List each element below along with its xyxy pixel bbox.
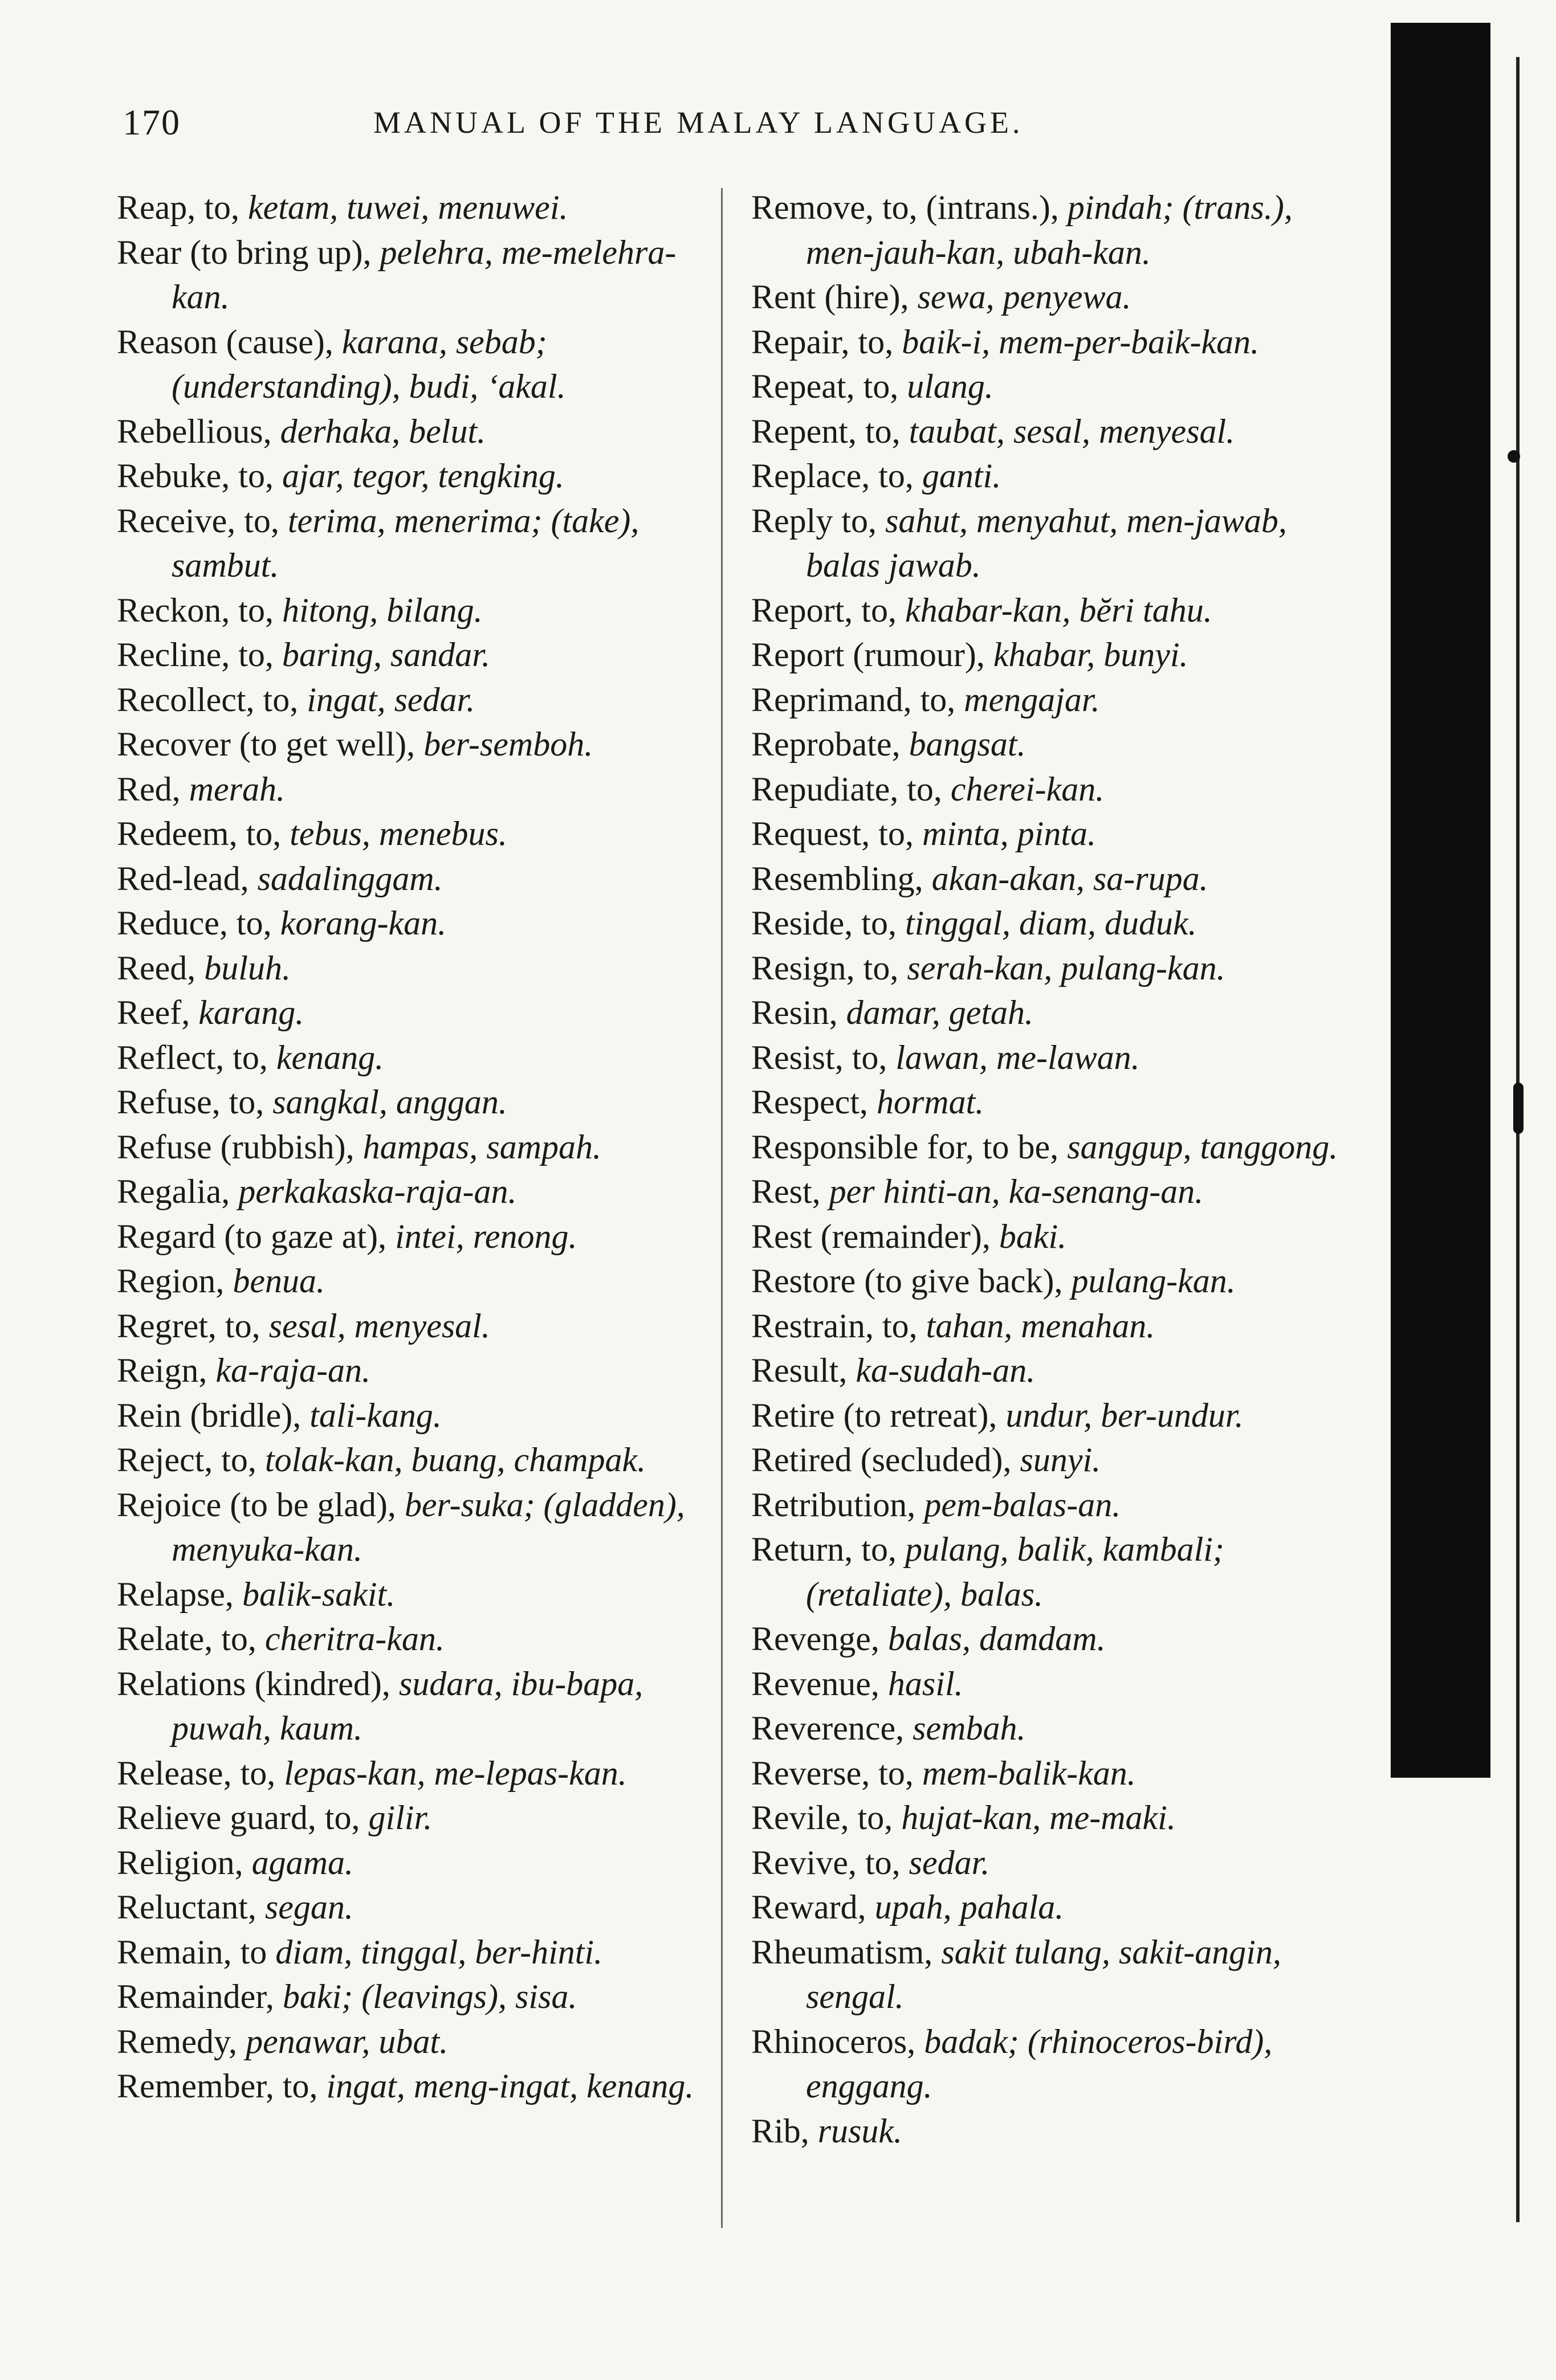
entry-translation: hitong, bilang.: [282, 591, 483, 629]
entry-headword: Reward,: [751, 1888, 866, 1926]
entry-headword: Report, to,: [751, 591, 897, 629]
entry-headword: Red-lead,: [117, 859, 249, 897]
dictionary-entry: [117, 1751, 698, 1796]
entry-headword: Remedy,: [117, 2022, 238, 2060]
dictionary-entry: [117, 1259, 698, 1304]
entry-headword: Remainder,: [117, 1978, 274, 2015]
dictionary-entry: [117, 320, 698, 409]
dictionary-entry: [751, 901, 1350, 946]
entry-translation: derhaka, belut.: [280, 412, 486, 450]
dictionary-entry: [751, 1616, 1350, 1661]
dictionary-entry: [751, 185, 1350, 275]
entry-translation: pem-balas-an.: [924, 1485, 1121, 1524]
entry-translation: sahut, menyahut, men-jawab, balas jawab.: [806, 501, 1287, 584]
dictionary-entry: [117, 677, 698, 722]
dictionary-entry: [117, 1616, 698, 1661]
entry-headword: Rheumatism,: [751, 1933, 933, 1971]
entry-translation: ka-raja-an.: [215, 1352, 370, 1389]
entry-translation: segan.: [264, 1888, 353, 1926]
scan-notch: [1513, 1083, 1524, 1134]
entry-translation: hasil.: [887, 1664, 963, 1703]
entry-headword: Retired (secluded),: [751, 1441, 1012, 1479]
entry-headword: Regalia,: [117, 1173, 230, 1210]
entry-headword: Retribution,: [751, 1485, 916, 1524]
entry-headword: Reflect, to,: [117, 1038, 268, 1076]
entry-translation: serah-kan, pulang-kan.: [907, 949, 1225, 987]
entry-headword: Rebuke, to,: [117, 457, 274, 495]
entry-translation: ka-sudah-an.: [856, 1352, 1036, 1389]
entry-translation: balik-sakit.: [242, 1575, 396, 1613]
entry-translation: merah.: [189, 770, 285, 808]
dictionary-entry: [117, 632, 698, 677]
entry-translation: tahan, menahan.: [926, 1307, 1155, 1345]
dictionary-entry: [117, 499, 698, 588]
dictionary-entry: [117, 1393, 698, 1438]
dictionary-entry: [117, 901, 698, 946]
entry-translation: sewa, penyewa.: [917, 278, 1131, 316]
dictionary-entry: [751, 1661, 1350, 1707]
entry-translation: baring, sandar.: [282, 636, 490, 673]
entry-headword: Relate, to,: [117, 1620, 256, 1658]
dictionary-entry: [751, 1035, 1350, 1080]
entry-headword: Restrain, to,: [751, 1307, 918, 1345]
entry-translation: sembah.: [913, 1709, 1026, 1747]
entry-headword: Repudiate, to,: [751, 770, 942, 808]
dictionary-entry: [117, 767, 698, 812]
entry-translation: undur, ber-undur.: [1005, 1396, 1244, 1434]
dictionary-entry: [751, 722, 1350, 767]
entry-headword: Reduce, to,: [117, 904, 272, 942]
entry-translation: pelehra, me-melehra-kan.: [172, 233, 677, 316]
entry-translation: pulang-kan.: [1071, 1262, 1236, 1300]
entry-translation: cherei-kan.: [950, 770, 1105, 808]
entry-translation: hujat-kan, me-maki.: [901, 1799, 1176, 1836]
entry-translation: ulang.: [907, 368, 993, 405]
entry-translation: badak; (rhinoceros-bird), enggang.: [806, 2022, 1273, 2105]
dictionary-entry: [751, 588, 1350, 633]
entry-translation: ber-suka; (gladden), menyuka-kan.: [172, 1485, 685, 1568]
dictionary-entry: [751, 1527, 1350, 1616]
entry-headword: Repent, to,: [751, 412, 901, 450]
entry-translation: cheritra-kan.: [264, 1620, 445, 1658]
entry-headword: Repeat, to,: [751, 368, 899, 405]
entry-headword: Revenge,: [751, 1620, 879, 1658]
entry-headword: Resign, to,: [751, 949, 899, 987]
entry-translation: tebus, menebus.: [290, 815, 507, 852]
entry-headword: Rhinoceros,: [751, 2022, 916, 2060]
dictionary-entry: [117, 1974, 698, 2019]
dictionary-entry: [751, 454, 1350, 499]
entry-translation: ingat, meng-ingat, kenang.: [326, 2067, 694, 2105]
entry-headword: Reprobate,: [751, 725, 901, 763]
entry-headword: Reprimand, to,: [751, 680, 956, 719]
dictionary-entry: [117, 2019, 698, 2064]
dictionary-entry: [117, 185, 698, 230]
entry-translation: ajar, tegor, tengking.: [282, 457, 564, 495]
entry-translation: sudara, ibu-bapa, puwah, kaum.: [172, 1664, 643, 1747]
entry-translation: sangkal, anggan.: [272, 1083, 507, 1121]
entry-translation: khabar-kan, bĕri tahu.: [905, 591, 1212, 629]
entry-translation: akan-akan, sa-rupa.: [931, 859, 1208, 897]
entry-translation: per hinti-an, ka-senang-an.: [829, 1173, 1204, 1210]
entry-translation: hormat.: [876, 1083, 984, 1121]
dictionary-entry: [117, 588, 698, 633]
entry-headword: Remember, to,: [117, 2067, 318, 2105]
dictionary-entry: [117, 811, 698, 856]
dictionary-entry: [751, 2019, 1350, 2109]
dictionary-entry: [751, 1393, 1350, 1438]
entry-headword: Refuse, to,: [117, 1083, 264, 1121]
entry-headword: Refuse (rubbish),: [117, 1128, 355, 1166]
page-header: [123, 101, 1103, 153]
dictionary-entry: [751, 1706, 1350, 1751]
entry-headword: Request, to,: [751, 815, 914, 852]
entry-translation: tolak-kan, buang, champak.: [264, 1441, 646, 1479]
dictionary-entry: [751, 1080, 1350, 1125]
entry-headword: Repair, to,: [751, 322, 894, 361]
entry-headword: Regard (to gaze at),: [117, 1217, 387, 1255]
dictionary-entry: [751, 1125, 1350, 1170]
dictionary-entry: [751, 409, 1350, 454]
entry-translation: sanggup, tanggong.: [1067, 1128, 1338, 1166]
entry-translation: perkakaska-raja-an.: [238, 1173, 517, 1210]
dictionary-entry: [117, 946, 698, 991]
dictionary-entry: [751, 811, 1350, 856]
dictionary-entry: [751, 1795, 1350, 1840]
entry-headword: Reed,: [117, 949, 196, 987]
entry-translation: sadalinggam.: [257, 859, 443, 897]
dictionary-entry: [117, 990, 698, 1035]
entry-headword: Reckon, to,: [117, 591, 274, 629]
entry-translation: upah, pahala.: [874, 1888, 1064, 1926]
entry-headword: Reverence,: [751, 1709, 905, 1747]
entry-headword: Reap, to,: [117, 189, 239, 226]
entry-headword: Rear (to bring up),: [117, 233, 372, 271]
dictionary-entry: [751, 1885, 1350, 1930]
entry-headword: Resembling,: [751, 859, 923, 897]
entry-headword: Rein (bridle),: [117, 1396, 302, 1434]
dictionary-entry: [751, 2109, 1350, 2154]
dictionary-entry: [751, 1930, 1350, 2019]
entry-headword: Relieve guard, to,: [117, 1799, 360, 1836]
dictionary-entry: [117, 230, 698, 320]
scan-edge-line: [1516, 57, 1520, 2222]
entry-translation: pindah; (trans.), men-jauh-kan, ubah-kan.: [806, 189, 1293, 271]
dictionary-entry: [751, 1259, 1350, 1304]
entry-headword: Revenue,: [751, 1664, 879, 1703]
entry-headword: Reign,: [117, 1352, 207, 1389]
entry-translation: tali-kang.: [309, 1396, 442, 1434]
entry-translation: sunyi.: [1020, 1441, 1101, 1479]
dictionary-entry: [751, 1214, 1350, 1259]
entry-headword: Relations (kindred),: [117, 1664, 390, 1703]
entry-headword: Responsible for, to be,: [751, 1128, 1059, 1166]
entry-headword: Recline, to,: [117, 636, 274, 673]
entry-translation: hampas, sampah.: [362, 1128, 601, 1166]
dictionary-entry: [117, 1438, 698, 1483]
entry-headword: Religion,: [117, 1843, 243, 1881]
entry-translation: ingat, sedar.: [307, 680, 475, 719]
dictionary-entry: [117, 1304, 698, 1349]
entry-translation: sakit tulang, sakit-angin, sengal.: [806, 1933, 1281, 2015]
dictionary-entry: [751, 364, 1350, 409]
running-title: MANUAL OF THE MALAY LANGUAGE.: [373, 105, 1024, 140]
entry-translation: sesal, menyesal.: [268, 1307, 490, 1345]
dictionary-entry: [751, 1840, 1350, 1885]
entry-headword: Reply to,: [751, 501, 877, 540]
entry-translation: buluh.: [204, 949, 291, 987]
page-number: 170: [123, 102, 181, 142]
entry-headword: Red,: [117, 770, 181, 808]
entry-translation: agama.: [251, 1843, 354, 1881]
dictionary-entry: [117, 1572, 698, 1617]
entry-headword: Recover (to get well),: [117, 725, 416, 763]
entry-headword: Reverse, to,: [751, 1754, 914, 1792]
dictionary-entry: [117, 1080, 698, 1125]
entry-headword: Reef,: [117, 994, 190, 1031]
entry-headword: Reason (cause),: [117, 322, 333, 361]
dictionary-entry: [117, 1035, 698, 1080]
dictionary-entry: [751, 1304, 1350, 1349]
entry-translation: taubat, sesal, menyesal.: [909, 412, 1235, 450]
entry-translation: pulang, balik, kambali; (retaliate), balas.: [806, 1530, 1224, 1613]
entry-translation: terima, menerima; (take), sambut.: [172, 501, 639, 584]
entry-headword: Redeem, to,: [117, 815, 282, 852]
scan-shadow: [1391, 23, 1490, 1778]
entry-translation: bangsat.: [909, 725, 1026, 763]
dictionary-entry: [117, 409, 698, 454]
entry-headword: Rest (remainder),: [751, 1217, 991, 1255]
left-column: [117, 185, 698, 2109]
dictionary-entry: [117, 1930, 698, 1975]
entry-headword: Recollect, to,: [117, 680, 299, 719]
entry-translation: gilir.: [368, 1799, 433, 1836]
entry-translation: diam, tinggal, ber-hinti.: [275, 1933, 603, 1971]
scan-mark: [1508, 450, 1520, 463]
entry-headword: Region,: [117, 1262, 225, 1300]
entry-headword: Retire (to retreat),: [751, 1396, 997, 1434]
dictionary-entry: [751, 499, 1350, 588]
entry-translation: damar, getah.: [846, 994, 1034, 1031]
entry-headword: Report (rumour),: [751, 636, 985, 673]
entry-translation: lawan, me-lawan.: [895, 1038, 1140, 1076]
dictionary-entry: [751, 946, 1350, 991]
entry-translation: mem-balik-kan.: [922, 1754, 1136, 1792]
dictionary-entry: [117, 454, 698, 499]
entry-headword: Rest,: [751, 1173, 821, 1210]
dictionary-entry: [117, 1483, 698, 1572]
dictionary-entry: [117, 2064, 698, 2109]
entry-translation: tinggal, diam, duduk.: [905, 904, 1197, 942]
dictionary-entry: [751, 767, 1350, 812]
entry-headword: Regret, to,: [117, 1307, 260, 1345]
entry-translation: baki; (leavings), sisa.: [282, 1978, 577, 2015]
entry-headword: Remain, to: [117, 1933, 267, 1971]
dictionary-entry: [751, 632, 1350, 677]
entry-headword: Respect,: [751, 1083, 868, 1121]
entry-headword: Rebellious,: [117, 412, 272, 450]
dictionary-entry: [117, 1125, 698, 1170]
entry-translation: balas, damdam.: [887, 1620, 1106, 1658]
dictionary-entry: [751, 1169, 1350, 1214]
dictionary-entry: [751, 990, 1350, 1035]
entry-translation: benua.: [233, 1262, 325, 1300]
entry-translation: sedar.: [909, 1843, 990, 1881]
dictionary-entry: [117, 1795, 698, 1840]
column-divider: [721, 188, 723, 2228]
entry-translation: baik-i, mem-per-baik-kan.: [902, 322, 1260, 361]
entry-headword: Rent (hire),: [751, 278, 909, 316]
entry-translation: kenang.: [276, 1038, 384, 1076]
entry-headword: Reside, to,: [751, 904, 897, 942]
entry-headword: Reject, to,: [117, 1441, 256, 1479]
dictionary-entry: [117, 1885, 698, 1930]
entry-headword: Result,: [751, 1352, 848, 1389]
dictionary-entry: [117, 1840, 698, 1885]
entry-headword: Resin,: [751, 994, 838, 1031]
dictionary-entry: [751, 1751, 1350, 1796]
dictionary-entry: [751, 320, 1350, 365]
entry-headword: Remove, to, (intrans.),: [751, 189, 1059, 226]
entry-translation: khabar, bunyi.: [993, 636, 1188, 673]
dictionary-entry: [117, 1661, 698, 1751]
entry-translation: penawar, ubat.: [246, 2022, 449, 2060]
entry-translation: mengajar.: [964, 680, 1100, 719]
dictionary-entry: [751, 677, 1350, 722]
entry-headword: Release, to,: [117, 1754, 276, 1792]
entry-translation: rusuk.: [817, 2112, 903, 2150]
entry-headword: Revile, to,: [751, 1799, 893, 1836]
dictionary-entry: [117, 722, 698, 767]
dictionary-entry: [117, 1348, 698, 1393]
right-column: [751, 185, 1350, 2153]
entry-headword: Replace, to,: [751, 457, 914, 495]
entry-headword: Reluctant,: [117, 1888, 256, 1926]
entry-translation: minta, pinta.: [922, 815, 1096, 852]
entry-headword: Resist, to,: [751, 1038, 887, 1076]
dictionary-entry: [751, 856, 1350, 901]
entry-translation: karang.: [198, 994, 304, 1031]
entry-headword: Revive, to,: [751, 1843, 901, 1881]
dictionary-entry: [751, 1483, 1350, 1528]
entry-headword: Rejoice (to be glad),: [117, 1485, 396, 1524]
entry-translation: baki.: [999, 1217, 1067, 1255]
entry-headword: Relapse,: [117, 1575, 234, 1613]
entry-headword: Rib,: [751, 2112, 809, 2150]
dictionary-entry: [117, 856, 698, 901]
entry-translation: lepas-kan, me-lepas-kan.: [284, 1754, 627, 1792]
entry-translation: ketam, tuwei, menuwei.: [247, 189, 568, 226]
entry-translation: ganti.: [922, 457, 1001, 495]
entry-translation: ber-semboh.: [423, 725, 593, 763]
dictionary-entry: [751, 1438, 1350, 1483]
dictionary-entry: [117, 1214, 698, 1259]
entry-headword: Return, to,: [751, 1530, 897, 1568]
dictionary-entry: [117, 1169, 698, 1214]
entry-translation: intei, renong.: [395, 1217, 577, 1255]
dictionary-entry: [751, 1348, 1350, 1393]
entry-headword: Receive, to,: [117, 501, 279, 540]
entry-translation: korang-kan.: [280, 904, 447, 942]
dictionary-entry: [751, 275, 1350, 320]
entry-headword: Restore (to give back),: [751, 1262, 1063, 1300]
entry-translation: karana, sebab; (understanding), budi, ‘akal.: [172, 322, 566, 405]
